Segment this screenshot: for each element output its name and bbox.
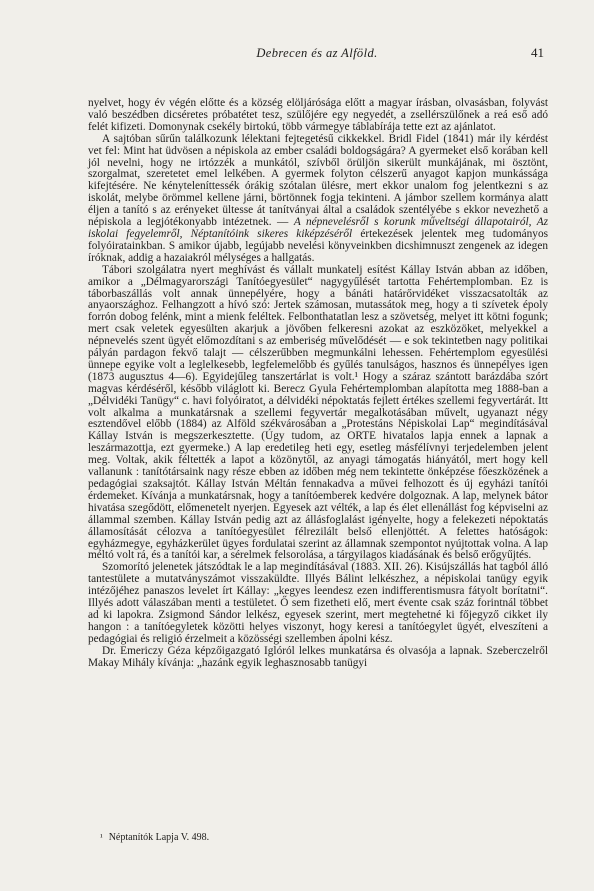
paragraph-2-tail: értekezések jelentek meg tudományos folyóiratainkban. S amikor újabb, legújabb nevelési könyveinkben dicshimnuszt zengenek az idegen íróknak, addig a hazaiakról mélységes a hallgatás. <box>88 227 548 264</box>
footnote-text: Néptanítók Lapja V. 498. <box>108 832 210 843</box>
paragraph-4: Szomorító jelenetek játszódtak le a lap megindításával (1883. XII. 26). Kisújszállás hat tagból álló tantestülete a mutatványszámot visszaküldte. Illyés Bálint lelkészhez, a népiskolai tanügy egyik intézőjéhez panaszos levelet írt Kállay: „kegyes leendesz ezen indifferentismusra fátyolt borítatni“. Illyés adott válaszában menti a testületet. Ő sem fizetheti elő, mert évente csak száz forintnál többet ad ki lapokra. Zsigmond Sándor lelkész, egyesek szerint, mert megtehetné ki főjegyző cikket ily hangon : a tanítóegyletek közötti helyes viszonyt, hogy keresi a tanítóegylet ügyét, elveszíteni a pedagógiai és religió érzelmeit a közösségi szellemben ápolni kész. <box>88 561 548 645</box>
page-header <box>88 46 546 66</box>
running-title: Debrecen és az Alföld. <box>256 46 378 60</box>
footnote <box>100 831 540 844</box>
footnote-mark: ¹ <box>100 832 103 842</box>
paragraph-3: Tábori szolgálatra nyert meghívást és vállalt munkatelj esítést Kállay István abban az időben, amikor a „Délmagyarországi Tanítóegyesület“ nagygyűlését tartotta Fehértemplomban. Ez is táborbaszállás volt annak ünnepélyére, hogy a bánáti határőrvidéket visszacsatolták az anyaországhoz. Felhangzott a hívó szó: Jertek számosan, mutassátok meg, hogy a ti szívetek époly forrón dobog felénk, mint a mienk feléltek. Felbonthatatlan lesz a szövetség, melyet itt kötni fogunk; mert csak veletek egyesülten akarjuk a jövőben felkeresni azokat az eszközöket, melyekkel a népnevelés szent ügyét előmozdítani s az emberiség művelődését — e sok tekintetben nagy politikai pályán pardagon fekvő talajt — célszerűbben megmunkálni lehessen. Fehértemplom egyesülési ünnepe egyike volt a leglelkesebb, legfelemelőbb és gyűlés tanulságos, hasznos és ünnepélyes igen (1873 augusztus 4—6). Egyidejűleg tanszertárlat is volt.¹ Hogy a száraz szántott barázdába szórt magvas kérdéséről, később világlott ki. Berecz Gyula Fehértemplomban alapította meg 1888-ban a „Délvidéki Tanügy“ c. havi folyóiratot, a délvidéki népoktatás fejlett értékes szellemi fegyvertárát. Itt volt alkalma a munkatársnak a szellemi fegyvertár megalkotásában művelt, ugyanazt négy esztendővel előbb (1884) az Alföld székvárosában a „Protestáns Népiskolai Lap“ megindításával Kállay István is megszerkesztette. (Úgy tudom, az ORTE hivatalos lapja ennek a lapnak a leszármazottja, ezt gyermeke.) A lap eredetileg heti egy, esetleg másfélívnyi terjedelemben jelent meg. Voltak, akik féltették a lapot a közönytől, az anyagi támogatás hiányától, mert hogy kell vallanunk : tanítótársaink nagy része ebben az időben még nem tekintette önképzése főeszközének a pedagógiai szaksajtót. Kállay István Méltán fennakadva a művei felhozott és új egyházi tanítói érdemeket. Kívánja a munkatársnak, hogy a tanítóemberek kedvére dolgoznak. A lap, melynek bátor hivatása szegődött, előmenetelt nyerjen. Egyesek azt vélték, a lap és élet ellenállást fog képviselni az állammal szemben. Kállay István pedig azt az állásfoglalást igényelte, hogy a felekezeti népoktatás államosítását célozva a tanítóegyesület félrezilált belső ellenjöttét. A felettes hatóságok: egyházmegye, egyházkerület ügyes fordulatai szerint az államnak szempontot nyújtottak volna. A lap méltó volt rá, és a tanítói kar, a sérelmek felsorolása, a tárgyilagos kiadásának és belső erőgyűjtés. <box>88 263 548 562</box>
paragraph-2-italic-titles: A népnevelésről s korunk műveltségi állapotairól, Az iskolai fegyelemről, Néptanítóink sikeres kiképzéséről <box>88 216 548 240</box>
paragraph-2 <box>88 134 548 265</box>
page-number: 41 <box>531 45 544 60</box>
paragraph-1: nyelvet, hogy év végén előtte és a község elöljárósága előtt a magyar írásban, olvasásban, folyvást való beszédben dicséretes próbatétet tesz, szülőjére egy negyedét, a zsellérszülőnek a reá eső adó felét kifizeti. Domonynak csekély birtokú, több vármegye táblabírája tette ezt az ajánlatot. <box>88 97 548 133</box>
body-text <box>88 98 548 670</box>
paragraph-5: Dr. Emericzy Géza képzőigazgató Iglóról lelkes munkatársa és olvasója a lapnak. Szeberczelről Makay Mihály kívánja: „hazánk egyik leghasznosabb tanügyi <box>88 644 548 669</box>
paragraph-2-text: A sajtóban sűrűn találkozunk lélektani fejtegetésű cikkekkel. Bridl Fidel (1841) már ily kérdést vet fel: Mint hat üdvösen a népiskola az ember családi boldogságára? A gyermeket első korában kell jól nevelni, hogy ne irtózzék a munkától, szívből örüljön sikerült munkájának, mi ösztönt, szorgalmat, szeretetet emel lelkében. A gyermek folyton célszerű anyagot kapjon munkássága kifejtésére. Ne kényteleníttessék órákig szótalan ülésre, mert ekkor unalom fog jelentkezni s az iskolát, melybe örömmel kellene járni, börtönnek fogja tekinteni. A jámbor szellem kormánya alatt éljen a tanító s az erényeket ültesse át tanítványai által a családok szentélyébe s ekkor nevezhető a népiskola a legjótékonyabb intézetnek. — <box>88 132 548 229</box>
